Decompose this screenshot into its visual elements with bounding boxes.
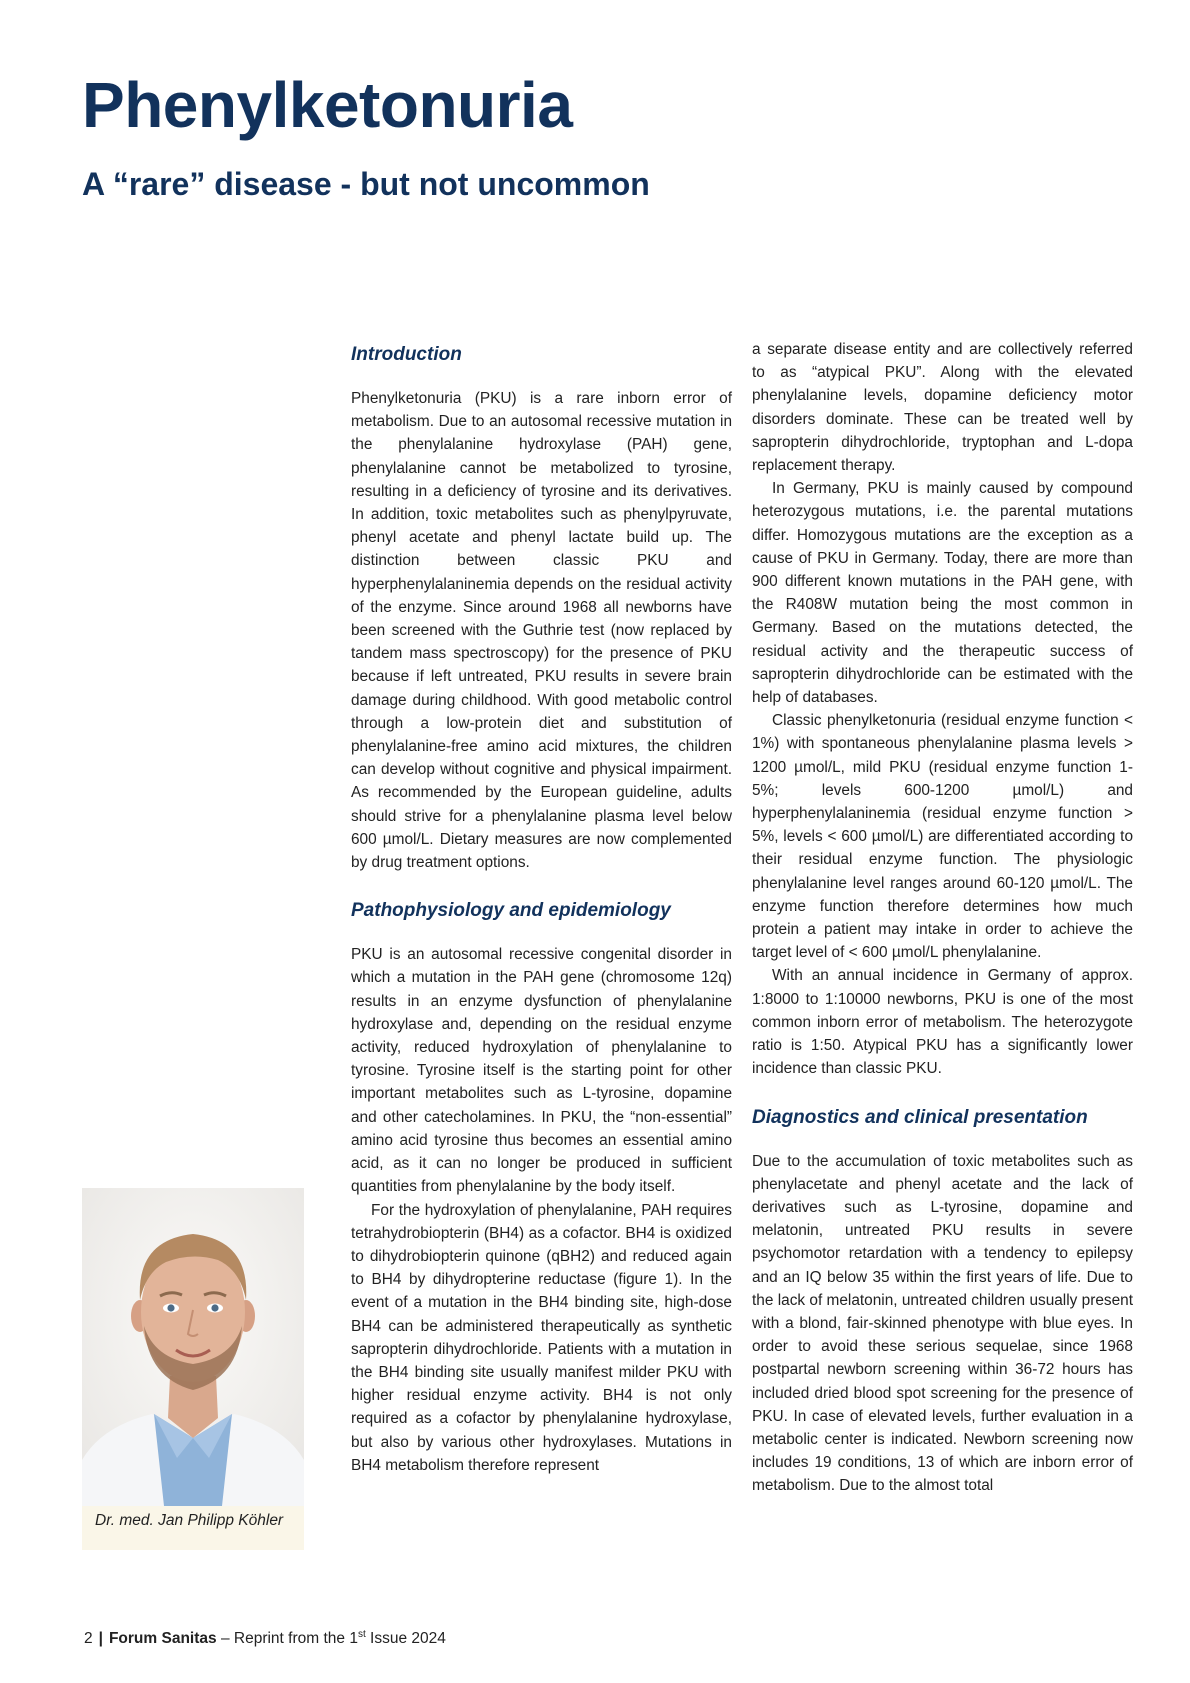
author-photo-box [82, 1188, 304, 1550]
article-column-left [351, 338, 732, 1477]
paragraph-diagnostics-1: Due to the accumulation of toxic metabolites such as phenylacetate and phenyl acetate and the lack of derivatives such as L-tyrosine, dopamine and melatonin, untreated PKU results in severe psychomotor retardation with a tendency to epilepsy and an IQ below 35 within the first years of life. Due to the lack of melatonin, untreated children usually present with a blond, fair-skinned phenotype with blue eyes. In order to avoid these serious sequelae, since 1968 postpartal newborn screening within 36-72 hours has included dried blood spot screening for the presence of PKU. In case of elevated levels, further evaluation in a metabolic center is indicated. Newborn screening now includes 19 conditions, 13 of which are inborn error of metabolism. Due to the almost total [752, 1152, 1133, 1495]
section-heading-introduction: Introduction [351, 344, 462, 365]
paragraph-pathophysiology-1: PKU is an autosomal recessive congenital disorder in which a mutation in the PAH gene (chromosome 12q) results in an enzyme dysfunction of phenylalanine hydroxylase and, depending on the residual enzyme activity, reduced hydroxylation of phenylalanine to tyrosine. Tyrosine itself is the starting point for other important metabolites such as L-tyrosine, dopamine and other catecholamines. In PKU, the “non-essential” amino acid tyrosine thus becomes an essential amino acid, as it can no longer be produced in sufficient quantities from phenylalanine by the body itself. [351, 946, 732, 1196]
paragraph-pathophysiology-5: With an annual incidence in Germany of approx. 1:8000 to 1:10000 newborns, PKU is one of the most common inborn error of metabolism. The heterozygote ratio is 1:50. Atypical PKU has a significantly lower incidence than classic PKU. [752, 967, 1133, 1078]
page-footer [84, 1628, 446, 1650]
ordinal-suffix: st [357, 1628, 366, 1640]
section-heading-diagnostics: Diagnostics and clinical presentation [752, 1106, 1088, 1128]
page-title: Phenylketonuria [82, 69, 573, 141]
page-subtitle: A “rare” disease - but not uncommon [82, 166, 650, 202]
photo-caption: Dr. med. Jan Philipp Köhler [95, 1512, 284, 1529]
paragraph-pathophysiology-4: Classic phenylketonuria (residual enzyme function < 1%) with spontaneous phenylalanine plasma levels > 1200 µmol/L, mild PKU (residual enzyme function 1-5%; levels 600-1200 µmol/L) and hyperphenylalaninemia (residual enzyme function > 5%, levels < 600 µmol/L) are differentiated according to their residual enzyme function. The physiologic phenylalanine level ranges around 60-120 µmol/L. The enzyme function therefore determines how much protein a patient may intake in order to achieve the target level of < 600 µmol/L phenylalanine. [752, 712, 1133, 962]
footer-separator: | [98, 1630, 103, 1647]
article-column-right [752, 338, 1133, 1498]
paragraph-pathophysiology-2-continued: a separate disease entity and are collectively referred to as “atypical PKU”. Along with the elevated phenylalanine levels, dopamine deficiency motor disorders dominate. These can be treated well by sapropterin dihydrochloride, tryptophan and L-dopa replacement therapy. [752, 341, 1133, 475]
reprint-suffix: Issue 2024 [365, 1630, 446, 1647]
portrait-illustration [82, 1188, 304, 1506]
publication-name: Forum Sanitas [108, 1630, 217, 1647]
section-heading-pathophysiology: Pathophysiology and epidemiology [351, 900, 671, 922]
paragraph-introduction: Phenylketonuria (PKU) is a rare inborn error of metabolism. Due to an autosomal recessive mutation in the phenylalanine hydroxylase (PAH) gene, phenylalanine cannot be metabolized to tyrosine, resulting in a deficiency of tyrosine and its derivatives. In addition, toxic metabolites such as phenylpyruvate, phenyl acetate and phenyl lactate build up. The distinction between classic PKU and hyperphenylalaninemia depends on the residual activity of the enzyme. Since around 1968 all newborns have been screened with the Guthrie test (now replaced by tandem mass spectroscopy) for the presence of PKU because if left untreated, PKU results in severe brain damage during childhood. With good metabolic control through a low-protein diet and substitution of phenylalanine-free amino acid mixtures, the children can develop without cognitive and physical impairment. As recommended by the European guideline, adults should strive for a phenylalanine plasma level below 600 µmol/L. Dietary measures are now complemented by drug treatment options. [351, 390, 732, 872]
paragraph-pathophysiology-3: In Germany, PKU is mainly caused by compound heterozygous mutations, i.e. the parental mutations differ. Homozygous mutations are the exception as a cause of PKU in Germany. Today, there are more than 900 different known mutations in the PAH gene, with the R408W mutation being the most common in Germany. Based on the mutations detected, the residual activity and the therapeutic success of sapropterin dihydrochloride can be estimated with the help of databases. [752, 480, 1133, 707]
author-portrait [82, 1188, 304, 1506]
reprint-prefix: – Reprint from the 1 [220, 1630, 358, 1647]
page-number: 2 [84, 1630, 93, 1647]
paragraph-pathophysiology-2: For the hydroxylation of phenylalanine, PAH requires tetrahydrobiopterin (BH4) as a cofactor. BH4 is oxidized to dihydrobiopterin quinone (qBH2) and reduced again to BH4 by dihydropterine reductase (figure 1). In the event of a mutation in the BH4 binding site, high-dose BH4 can be administered therapeutically as synthetic sapropterin dihydrochloride. Patients with a mutation in the BH4 binding site usually manifest milder PKU with higher residual enzyme activity. BH4 is not only required as a cofactor by phenylalanine hydroxylase, but also by various other hydroxylases. Mutations in BH4 metabolism therefore represent [351, 1201, 732, 1474]
